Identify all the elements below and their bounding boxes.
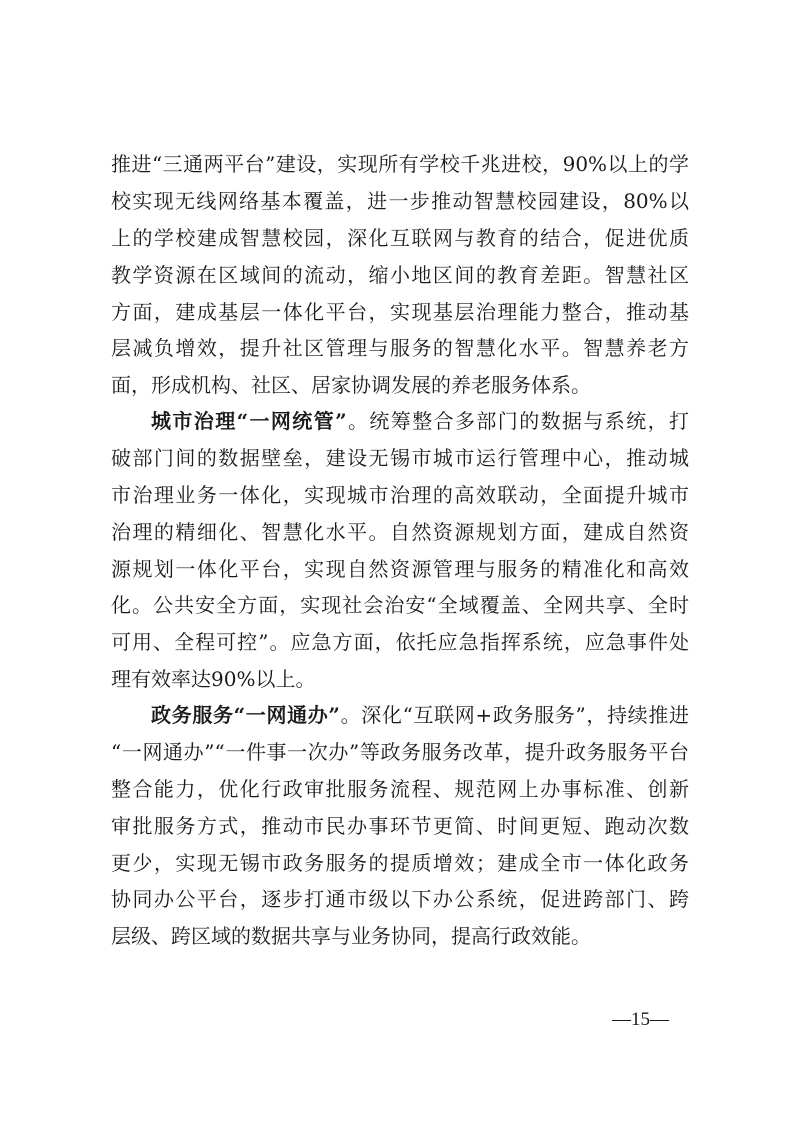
text-run: 。深化“互联网+政务服务”，持续推进 [339, 703, 689, 727]
text-line-first [111, 403, 689, 440]
text-line: 更少，实现无锡市政务服务的提质增效；建成全市一体化政务 [111, 850, 689, 875]
text-line: 源规划一体化平台，实现自然资源管理与服务的精准化和高效 [111, 556, 689, 581]
paragraph-government-services [111, 697, 689, 955]
text-line: “一网通办”“一件事一次办”等政务服务改革，提升政务服务平台 [111, 739, 689, 764]
text-line: 破部门间的数据壁垒，建设无锡市城市运行管理中心，推动城 [111, 445, 689, 470]
text-line: 整合能力，优化行政审批服务流程、规范网上办事标准、创新 [111, 776, 689, 801]
paragraph-smart-education [111, 146, 689, 404]
text-line-first [111, 697, 689, 734]
text-line: 面，形成机构、社区、居家协调发展的养老服务体系。 [111, 373, 591, 398]
text-line: 层级、跨区域的数据共享与业务协同，提高行政效能。 [111, 924, 591, 949]
section-heading: 城市治理“一网统管” [151, 409, 347, 433]
text-line: 推进“三通两平台”建设，实现所有学校千兆进校，90%以上的学 [111, 152, 689, 176]
text-line: 理有效率达90%以上。 [111, 667, 316, 692]
text-run: 。统筹整合多部门的数据与系统，打 [346, 409, 689, 433]
text-line: 教学资源在区域间的流动，缩小地区间的教育差距。智慧社区 [111, 262, 689, 287]
text-line: 方面，建成基层一体化平台，实现基层治理能力整合，推动基 [111, 299, 689, 324]
text-line: 协同办公平台，逐步打通市级以下办公系统，促进跨部门、跨 [111, 887, 689, 912]
text-line: 可用、全程可控”。应急方面，依托应急指挥系统，应急事件处 [111, 630, 689, 655]
text-line: 治理的精细化、智慧化水平。自然资源规划方面，建成自然资 [111, 519, 689, 544]
text-line: 市治理业务一体化，实现城市治理的高效联动，全面提升城市 [111, 482, 689, 507]
text-line: 层减负增效，提升社区管理与服务的智慧化水平。智慧养老方 [111, 336, 689, 361]
section-heading: 政务服务“一网通办” [151, 703, 340, 727]
text-line: 化。公共安全方面，实现社会治安“全域覆盖、全网共享、全时 [111, 593, 689, 618]
text-line: 审批服务方式，推动市民办事环节更简、时间更短、跑动次数 [111, 813, 689, 838]
page-number: —15— [612, 1009, 669, 1030]
text-line: 校实现无线网络基本覆盖，进一步推动智慧校园建设，80%以 [111, 188, 689, 213]
paragraph-city-governance [111, 403, 689, 698]
text-line: 上的学校建成智慧校园，深化互联网与教育的结合，促进优质 [111, 225, 689, 250]
